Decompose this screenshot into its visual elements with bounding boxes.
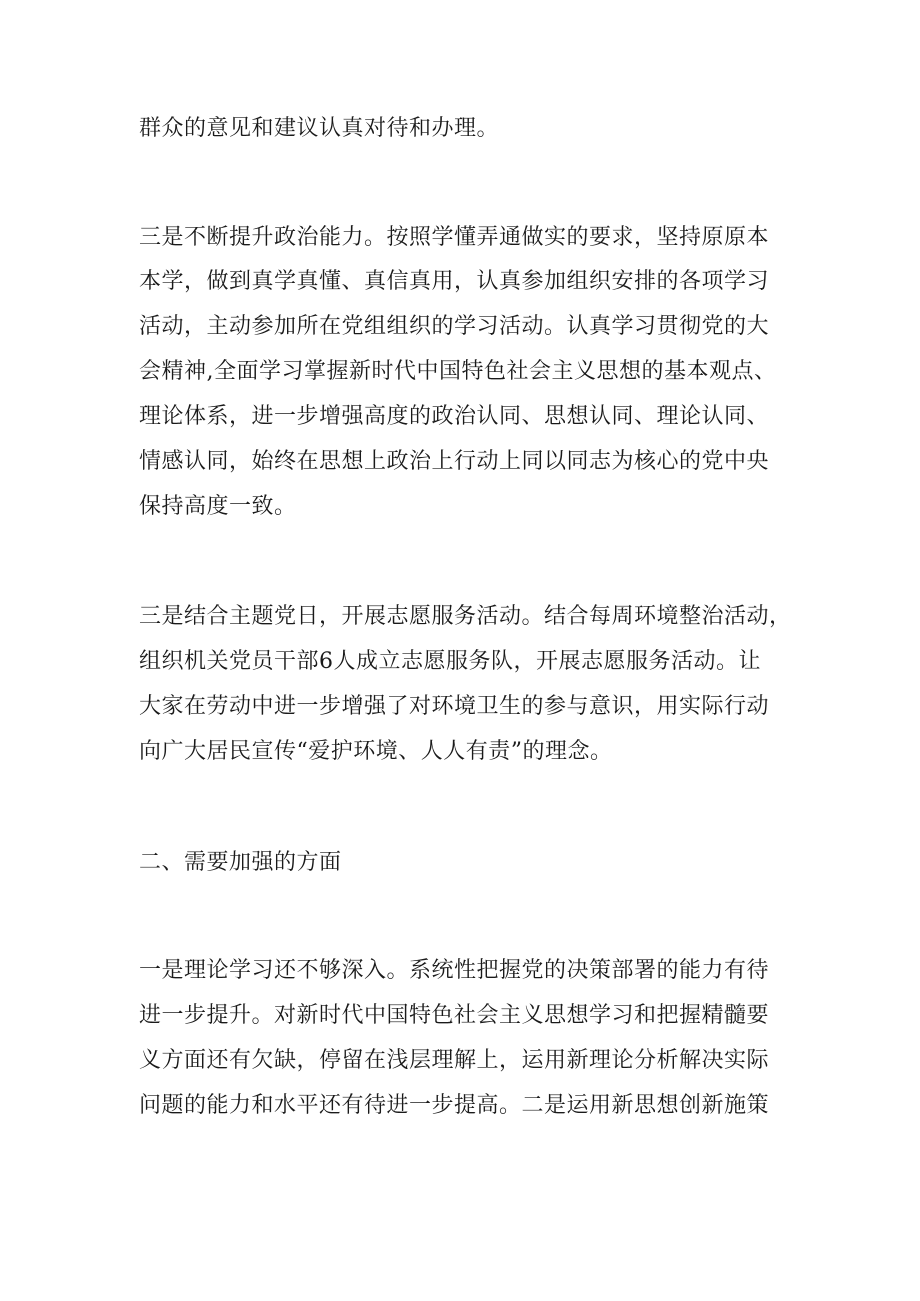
paragraph-line: 本学，做到真学真懂、真信真用，认真参加组织安排的各项学习 [139,269,770,294]
paragraph-line: 一是理论学习还不够深入。系统性把握党的决策部署的能力有待 [139,958,770,983]
paragraph-line: 群众的意见和建议认真对待和办理。 [139,116,500,141]
section-heading: 二、需要加强的方面 [139,850,342,875]
paragraph-line: 三是结合主题党日，开展志愿服务活动。结合每周环境整治活动， [139,604,792,629]
paragraph-line: 理论体系，进一步增强高度的政治认同、思想认同、理论认同、 [139,404,770,429]
paragraph-line: 问题的能力和水平还有待进一步提高。二是运用新思想创新施策 [139,1093,770,1118]
paragraph-line: 活动，主动参加所在党组组织的学习活动。认真学习贯彻党的大 [139,314,770,339]
paragraph-line: 保持高度一致。 [139,494,297,519]
paragraph-line: 会精神,全面学习掌握新时代中国特色社会主义思想的基本观点、 [139,359,777,384]
paragraph-line: 组织机关党员干部6人成立志愿服务队，开展志愿服务活动。让 [139,649,761,674]
paragraph-line: 大家在劳动中进一步增强了对环境卫生的参与意识，用实际行动 [139,694,770,719]
paragraph-line: 义方面还有欠缺，停留在浅层理解上，运用新理论分析解决实际 [139,1048,770,1073]
paragraph-line: 情感认同，始终在思想上政治上行动上同以同志为核心的党中央 [139,449,770,474]
paragraph-line: 进一步提升。对新时代中国特色社会主义思想学习和把握精髓要 [139,1003,770,1028]
paragraph-line: 向广大居民宣传“爱护环境、人人有责”的理念。 [139,739,613,764]
paragraph-line: 三是不断提升政治能力。按照学懂弄通做实的要求，坚持原原本 [139,225,770,250]
